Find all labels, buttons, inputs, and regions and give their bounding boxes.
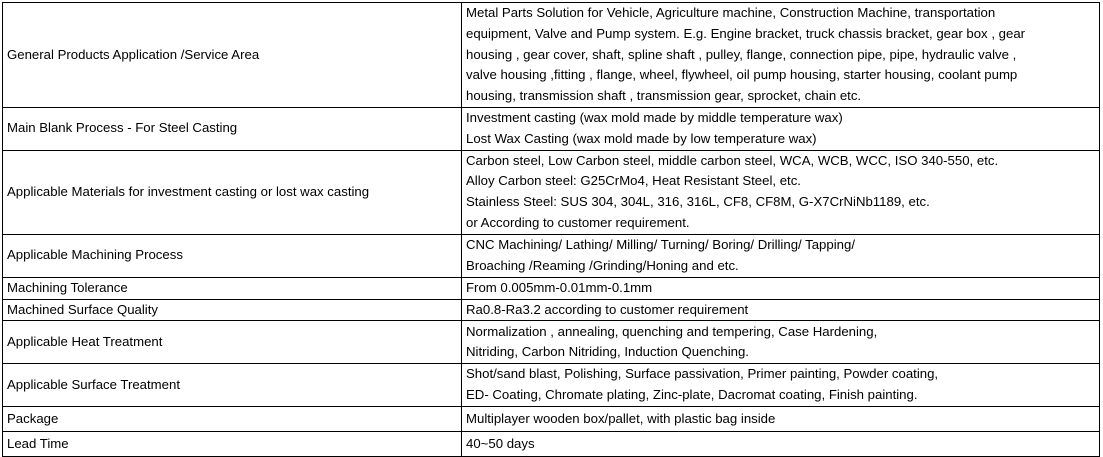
row-value [462,150,1100,234]
table-row [3,150,1100,234]
row-label: Package [3,406,462,431]
row-label: Lead Time [3,431,462,456]
row-value [462,234,1100,277]
row-label: Applicable Machining Process [3,234,462,277]
value-line: Normalization , annealing, quenching and tempering, Case Hardening, [466,323,878,339]
row-value [462,299,1100,321]
value-line: valve housing ,fitting , flange, wheel, flywheel, oil pump housing, starter housing, coolant pump [466,67,1018,83]
value-line: Ra0.8-Ra3.2 according to customer requirement [466,301,749,317]
row-value [462,3,1100,108]
table-row [3,3,1100,108]
value-line: equipment, Valve and Pump system. E.g. Engine bracket, truck chassis bracket, gear box , gear [466,25,1026,41]
table-row [3,406,1100,431]
row-label: Machining Tolerance [3,277,462,299]
value-line: Nitriding, Carbon Nitriding, Induction Quenching. [466,344,749,360]
table-row [3,234,1100,277]
row-label: General Products Application /Service Area [3,3,462,108]
table-row [3,321,1100,364]
table-row [3,277,1100,299]
row-label: Machined Surface Quality [3,299,462,321]
value-line: Alloy Carbon steel: G25CrMo4, Heat Resistant Steel, etc. [466,173,801,189]
value-line: or According to customer requirement. [466,214,690,230]
row-value [462,108,1100,151]
value-line: CNC Machining/ Lathing/ Milling/ Turning/ Boring/ Drilling/ Tapping/ [466,236,855,252]
row-label: Applicable Heat Treatment [3,321,462,364]
value-line: Broaching /Reaming /Grinding/Honing and etc. [466,257,739,273]
row-value [462,321,1100,364]
value-line: Shot/sand blast, Polishing, Surface passivation, Primer painting, Powder coating, [466,366,939,382]
row-value [462,277,1100,299]
table-row [3,299,1100,321]
value-line: Stainless Steel: SUS 304, 304L, 316, 316L, CF8, CF8M, G-X7CrNiNb1189, etc. [466,194,930,210]
row-label: Applicable Surface Treatment [3,364,462,407]
spec-table [2,2,1100,457]
table-row [3,364,1100,407]
table-row [3,431,1100,456]
value-line: housing, transmission shaft , transmission gear, sprocket, chain etc. [466,88,862,104]
row-label: Main Blank Process - For Steel Casting [3,108,462,151]
value-line: ED- Coating, Chromate plating, Zinc-plate, Dacromat coating, Finish painting. [466,387,918,403]
value-line: Carbon steel, Low Carbon steel, middle carbon steel, WCA, WCB, WCC, ISO 340-550, etc. [466,152,999,168]
spec-table-body [3,3,1100,457]
value-line: Multiplayer wooden box/pallet, with plastic bag inside [466,410,776,426]
value-line: 40~50 days [466,435,535,451]
table-row [3,108,1100,151]
row-value [462,406,1100,431]
value-line: Metal Parts Solution for Vehicle, Agriculture machine, Construction Machine, transportation [466,5,996,20]
value-line: Lost Wax Casting (wax mold made by low temperature wax) [466,130,817,146]
value-line: Investment casting (wax mold made by middle temperature wax) [466,110,843,125]
value-line: From 0.005mm-0.01mm-0.1mm [466,279,653,295]
value-line: housing , gear cover, shaft, spline shaft , pulley, flange, connection pipe, pipe, hydraulic valve , [466,46,1017,62]
row-label: Applicable Materials for investment casting or lost wax casting [3,150,462,234]
row-value [462,431,1100,456]
row-value [462,364,1100,407]
